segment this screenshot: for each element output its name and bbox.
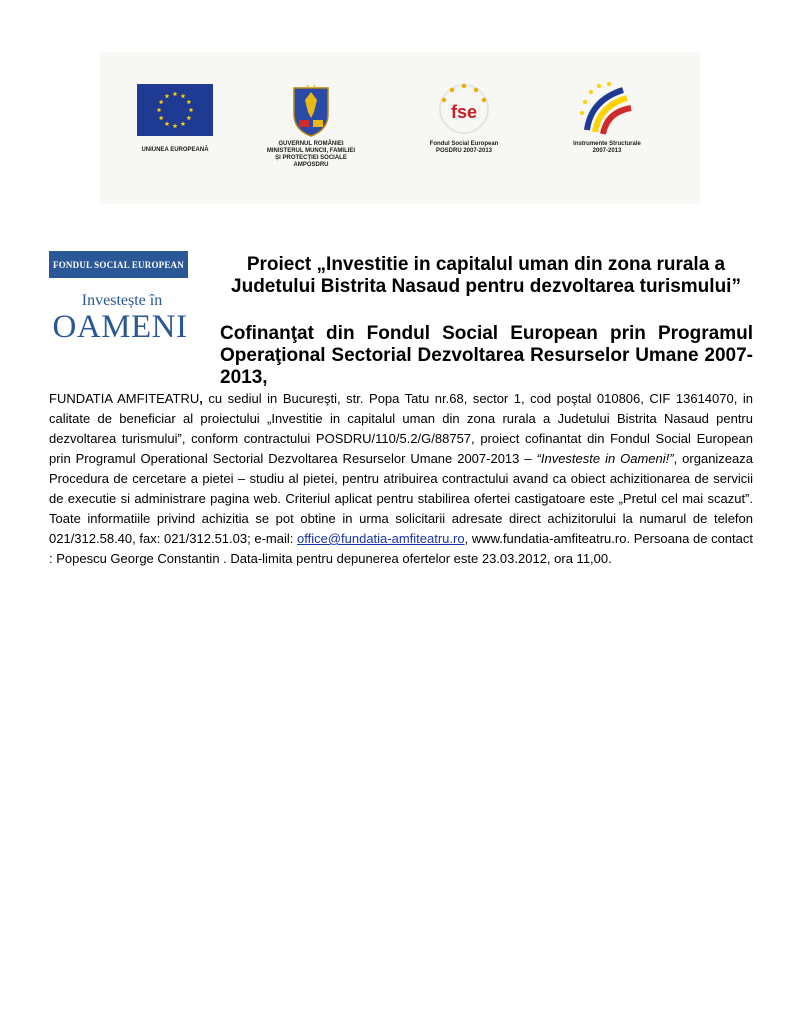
eu-flag-icon (137, 84, 213, 136)
is-caption-line1: Instrumente Structurale (573, 141, 641, 147)
fse-caption-line2: POSDRU 2007-2013 (435, 148, 493, 154)
government-logo (263, 82, 359, 169)
body-text-part1: cu sediul in Bucureşti, str. Popa Tatu nr.68, sector 1, cod poştal 010806, CIF 13614070, in calitate de beneficiar al proiectului „Investitie in capitalul uman din zona rurala a Judetului Bistrita Nasaud pentru dezvoltarea turismului”, conform contractului POSDRU/110/5.2/G/88757, proiect cofinantat din Fondul Social European prin Programul Operational Sectorial Dezvoltarea Resurselor Umane 2007-2013 – (49, 391, 753, 466)
is-caption-line2: 2007-2013 (592, 148, 622, 154)
announcement-body (49, 389, 753, 569)
gov-caption-line4: AMPOSDRU (293, 162, 329, 168)
romania-coat-of-arms-icon (290, 82, 332, 138)
gov-caption-line3: ȘI PROTECȚIEI SOCIALE (275, 155, 347, 161)
structural-instruments-logo (565, 80, 649, 155)
invest-line2: OAMENI (52, 309, 188, 345)
investeste-in-oameni-logo (49, 292, 191, 344)
cofinancing-statement: Cofinanţat din Fondul Social European prin Programul Operaţional Sectorial Dezvoltarea Resurselor Umane 2007- 2013, (220, 323, 753, 388)
structural-instruments-icon (577, 80, 637, 138)
eu-caption: UNIUNEA EUROPEANĂ (141, 147, 209, 153)
fse-logo (422, 80, 506, 155)
gov-caption-line1: GUVERNUL ROMÂNIEI (278, 141, 344, 147)
fse-emblem-icon (436, 80, 492, 138)
email-link[interactable]: office@fundatia-amfiteatru.ro (296, 531, 465, 546)
organization-name: FUNDATIA AMFITEATRU (49, 391, 200, 406)
slogan-text: “Investeste in Oameni!” (536, 451, 674, 466)
body-text-part2: , organizeaza Procedura de cercetare a pietei – studiu al pietei, pentru atribuirea contractului avand ca obiect achizitionarea de servicii de executie si administrare pagina web. Criteriul aplicat pentru stabilirea ofertei castigatoare este „Pretul cel mai scazut”. Toate informatiile privind achizitia se pot obtine in urma solicitarii adresate direct achizitorului la numarul de telefon 021/312.58.40, fax: 021/312.51.03; e-mail: (49, 451, 753, 546)
invest-line1: Investește în (81, 292, 163, 309)
fse-mark: fse (450, 102, 478, 122)
eu-logo (136, 84, 214, 154)
project-title: Proiect „Investitie in capitalul uman din zona rurala a Judetului Bistrita Nasaud pentru dezvoltarea turismului” (231, 254, 741, 297)
gov-caption-line2: MINISTERUL MUNCII, FAMILIEI (266, 148, 356, 154)
partner-logos-strip (100, 52, 700, 204)
org-comma: , (199, 391, 203, 406)
fse-caption-line1: Fondul Social European (429, 141, 499, 147)
body-text-part3: , www.fundatia-amfiteatru.ro. Persoana de contact : Popescu George Constantin . Data-limita pentru depunerea ofertelor este 23.03.2012, ora 11,00. (49, 531, 753, 566)
fondul-social-european-banner: FONDUL SOCIAL EUROPEAN (49, 251, 188, 278)
